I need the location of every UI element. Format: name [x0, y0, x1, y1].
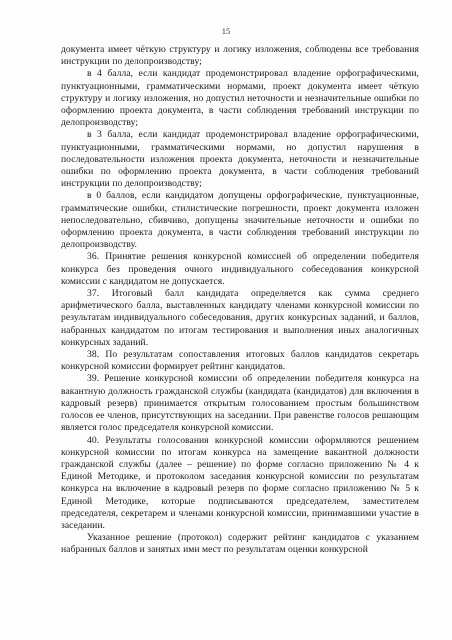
paragraph-score-0: в 0 баллов, если кандидатом допущены орфографические, пунктуационные, грамматические ошибки, стилистические погрешности, проект документа изложен непоследовательно, сбивчиво, допущены значительные неточности и ошибки по оформлению проекта документа, в части соблюдения требований инструкции по делопроизводству.	[61, 190, 419, 251]
document-body	[61, 44, 419, 557]
paragraph-clause-37: 37. Итоговый балл кандидата определяется как сумма среднего арифметического балла, выставленных кандидату членами конкурсной комиссии по результатам индивидуального собеседования, других конкурсных заданий, и баллов, набранных кандидатом по итогам тестирования и выполнения иных аналогичных конкурсных заданий.	[61, 288, 419, 348]
paragraph-clause-38: 38. По результатам сопоставления итоговых баллов кандидатов секретарь конкурсной комиссии формирует рейтинг кандидатов.	[61, 349, 419, 373]
paragraph-decision-protocol: Указанное решение (протокол) содержит рейтинг кандидатов с указанием набранных баллов и занятых ими мест по результатам оценки конкурсной	[61, 532, 419, 556]
paragraph-clause-36: 36. Принятие решения конкурсной комиссией об определении победителя конкурса без проведения очного индивидуального собеседования конкурсной комиссии с кандидатом не допускается.	[61, 251, 419, 287]
paragraph-clause-39: 39. Решение конкурсной комиссии об определении победителя конкурса на вакантную должность гражданской службы (кандидата (кандидатов) для включения в кадровый резерв) принимается открытым голосованием простым большинством голосов ее членов, присутствующих на заседании. При равенстве голосов решающим является голос председателя конкурсной комиссии.	[61, 373, 419, 434]
paragraph-clause-40: 40. Результаты голосования конкурсной комиссии оформляются решением конкурсной комиссии по итогам конкурса на замещение вакантной должности гражданской службы (далее – решение) по форме согласно приложению № 4 к Единой Методике, и протоколом заседания конкурсной комиссии по результатам конкурса на включение в кадровый резерв по форме согласно приложению № 5 к Единой Методике, которые подписываются председателем, заместителем председателя, секретарем и членами конкурсной комиссии, принимавшими участие в заседании.	[61, 434, 419, 531]
paragraph-score-3: в 3 балла, если кандидат продемонстрировал владение орфографическими, пунктуационными, грамматическими нормами, но допустил нарушения в последовательности изложения проекта документа, неточности и незначительные ошибки по оформлению проекта документа, в части соблюдения требований инструкции по делопроизводству;	[61, 129, 419, 190]
paragraph-score-continuation: документа имеет чёткую структуру и логику изложения, соблюдены все требования инструкции по делопроизводству;	[61, 44, 419, 68]
page-number: 15	[221, 26, 231, 36]
paragraph-score-4: в 4 балла, если кандидат продемонстрировал владение орфографическими, пунктуационными, грамматическими нормами, проект документа имеет чёткую структуру и логику изложения, но допустил неточности и незначительные ошибки по оформлению проекта документа, в части соблюдения требований инструкции по делопроизводству;	[61, 68, 419, 129]
